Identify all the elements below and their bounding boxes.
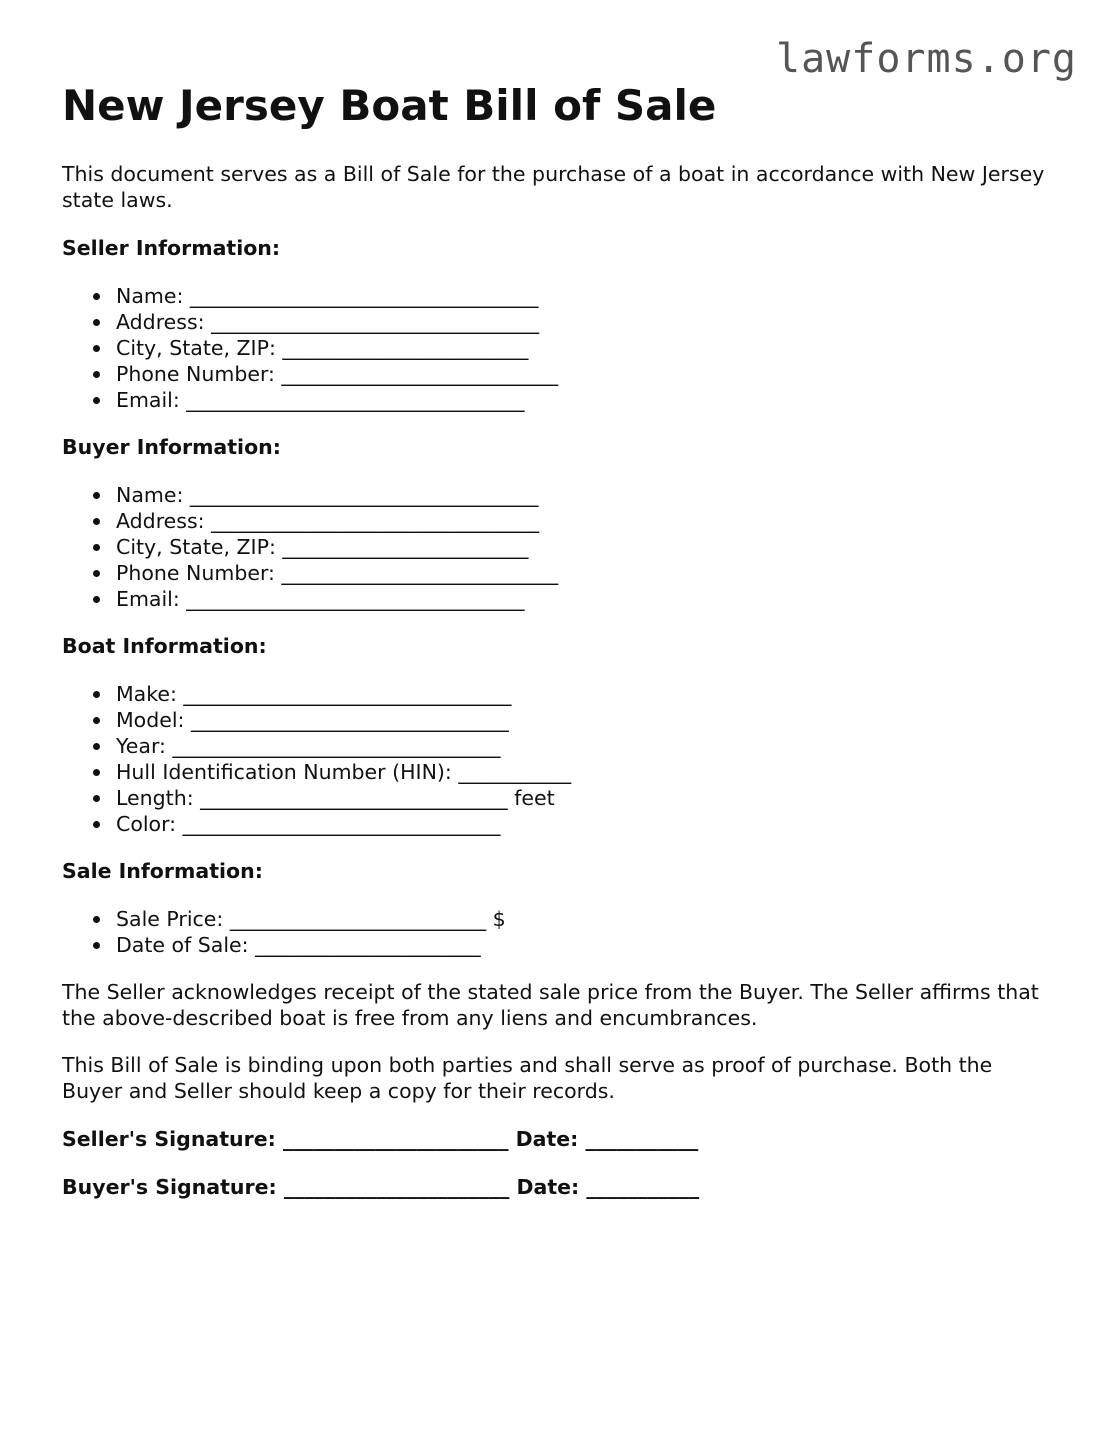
boat-model-field[interactable]: Model: _______________________________ (116, 707, 1052, 733)
seller-fields-list (62, 283, 1052, 413)
sale-fields-list (62, 906, 1052, 958)
boat-color-field[interactable]: Color: _______________________________ (116, 811, 1052, 837)
buyer-section-heading: Buyer Information: (62, 435, 281, 459)
boat-fields-list (62, 681, 1052, 837)
buyer-phone-field[interactable]: Phone Number: ___________________________ (116, 560, 1052, 586)
boat-year-field[interactable]: Year: ________________________________ (116, 733, 1052, 759)
buyer-city-state-zip-field[interactable]: City, State, ZIP: ________________________ (116, 534, 1052, 560)
boat-section-heading: Boat Information: (62, 634, 267, 658)
document-title: New Jersey Boat Bill of Sale (62, 81, 717, 130)
seller-signature-line[interactable]: Seller's Signature: ______________________ Date: ___________ (62, 1127, 699, 1151)
buyer-signature-line[interactable]: Buyer's Signature: ______________________ Date: ___________ (62, 1175, 700, 1199)
buyer-email-field[interactable]: Email: _________________________________ (116, 586, 1052, 612)
boat-length-field[interactable]: Length: ______________________________ feet (116, 785, 1052, 811)
seller-name-field[interactable]: Name: __________________________________ (116, 283, 1052, 309)
document-page (62, 78, 1052, 1200)
sale-price-field[interactable]: Sale Price: _________________________ $ (116, 906, 1052, 932)
boat-make-field[interactable]: Make: ________________________________ (116, 681, 1052, 707)
sale-section-heading: Sale Information: (62, 859, 263, 883)
sale-date-field[interactable]: Date of Sale: ______________________ (116, 932, 1052, 958)
buyer-fields-list (62, 482, 1052, 612)
watermark-logo: lawforms.org (776, 36, 1077, 82)
seller-address-field[interactable]: Address: ________________________________ (116, 309, 1052, 335)
boat-hin-field[interactable]: Hull Identification Number (HIN): ___________ (116, 759, 1052, 785)
seller-phone-field[interactable]: Phone Number: ___________________________ (116, 361, 1052, 387)
buyer-name-field[interactable]: Name: __________________________________ (116, 482, 1052, 508)
binding-paragraph: This Bill of Sale is binding upon both parties and shall serve as proof of purchase. Both the Buyer and Seller should keep a copy for their records. (62, 1053, 993, 1103)
intro-paragraph: This document serves as a Bill of Sale for the purchase of a boat in accordance with New Jersey state laws. (62, 162, 1045, 212)
seller-city-state-zip-field[interactable]: City, State, ZIP: ________________________ (116, 335, 1052, 361)
seller-email-field[interactable]: Email: _________________________________ (116, 387, 1052, 413)
acknowledgement-paragraph: The Seller acknowledges receipt of the stated sale price from the Buyer. The Seller affirms that the above-described boat is free from any liens and encumbrances. (62, 980, 1039, 1030)
buyer-address-field[interactable]: Address: ________________________________ (116, 508, 1052, 534)
seller-section-heading: Seller Information: (62, 236, 281, 260)
